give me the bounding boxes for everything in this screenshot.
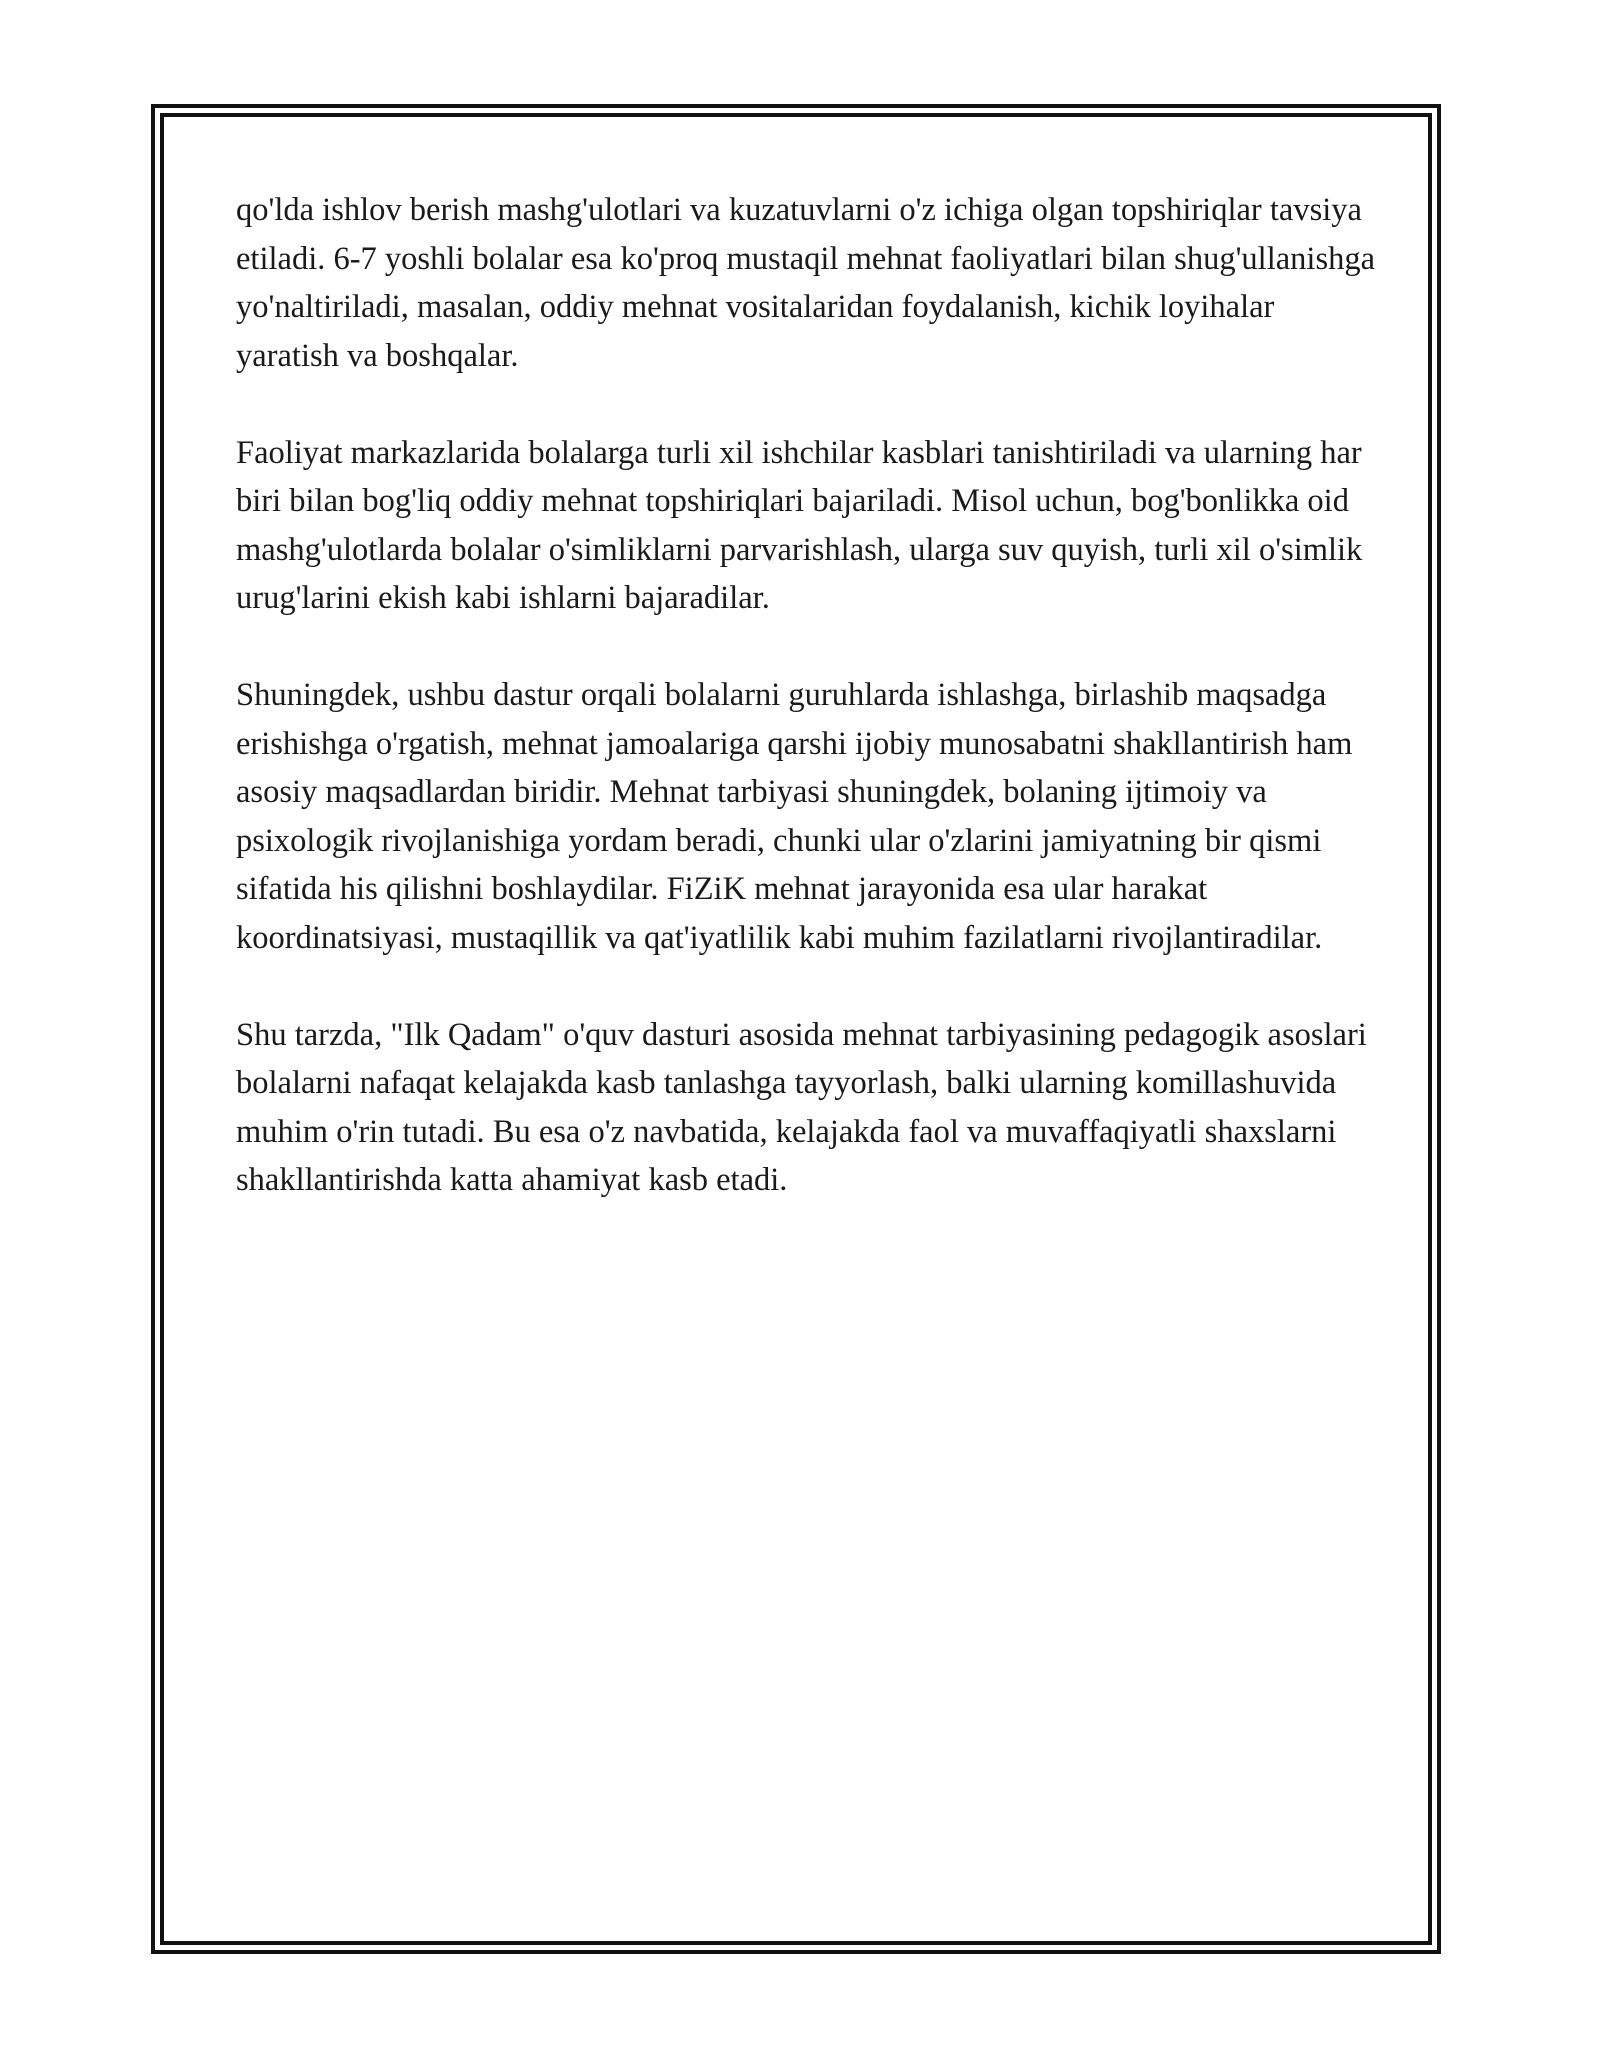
paragraph-1: qo'lda ishlov berish mashg'ulotlari va kuzatuvlarni o'z ichiga olgan topshiriqlar tavsiya etiladi. 6-7 yoshli bolalar esa ko'proq mustaqil mehnat faoliyatlari bilan shug'ullanishga yo'naltiriladi, masalan, oddiy mehnat vositalaridan foydalanish, kichik loyihalar yaratish va boshqalar. xyxy=(236,192,1376,374)
paragraph-4: Shu tarzda, "Ilk Qadam" o'quv dasturi asosida mehnat tarbiyasining pedagogik asoslari bolalarni nafaqat kelajakda kasb tanlashga tayyorlash, balki ularning komillashuvida muhim o'rin tutadi. Bu esa o'z navbatida, kelajakda faol va muvaffaqiyatli shaxslarni shakllantirishda katta ahamiyat kasb etadi. xyxy=(236,1016,1367,1198)
paragraph-3: Shuningdek, ushbu dastur orqali bolalarni guruhlarda ishlashga, birlashib maqsadga erishishga o'rgatish, mehnat jamoalariga qarshi ijobiy munosabatni shakllantirish ham asosiy maqsadlardan biridir. Mehnat tarbiyasi shuningdek, bolaning ijtimoiy va psixologik rivojlanishiga yordam beradi, chunki ular o'zlarini jamiyatning bir qismi sifatida his qilishni boshlaydilar. FiZiK mehnat jarayonida esa ular harakat koordinatsiyasi, mustaqillik va qat'iyatlilik kabi muhim fazilatlarni rivojlantiradilar. xyxy=(236,677,1353,956)
document-body xyxy=(236,186,1376,1205)
paragraph-2: Faoliyat markazlarida bolalarga turli xil ishchilar kasblari tanishtiriladi va ularning har biri bilan bog'liq oddiy mehnat topshiriqlari bajariladi. Misol uchun, bog'bonlikka oid mashg'ulotlarda bolalar o'simliklarni parvarishlash, ularga suv quyish, turli xil o'simlik urug'larini ekish kabi ishlarni bajaradilar. xyxy=(236,434,1363,616)
